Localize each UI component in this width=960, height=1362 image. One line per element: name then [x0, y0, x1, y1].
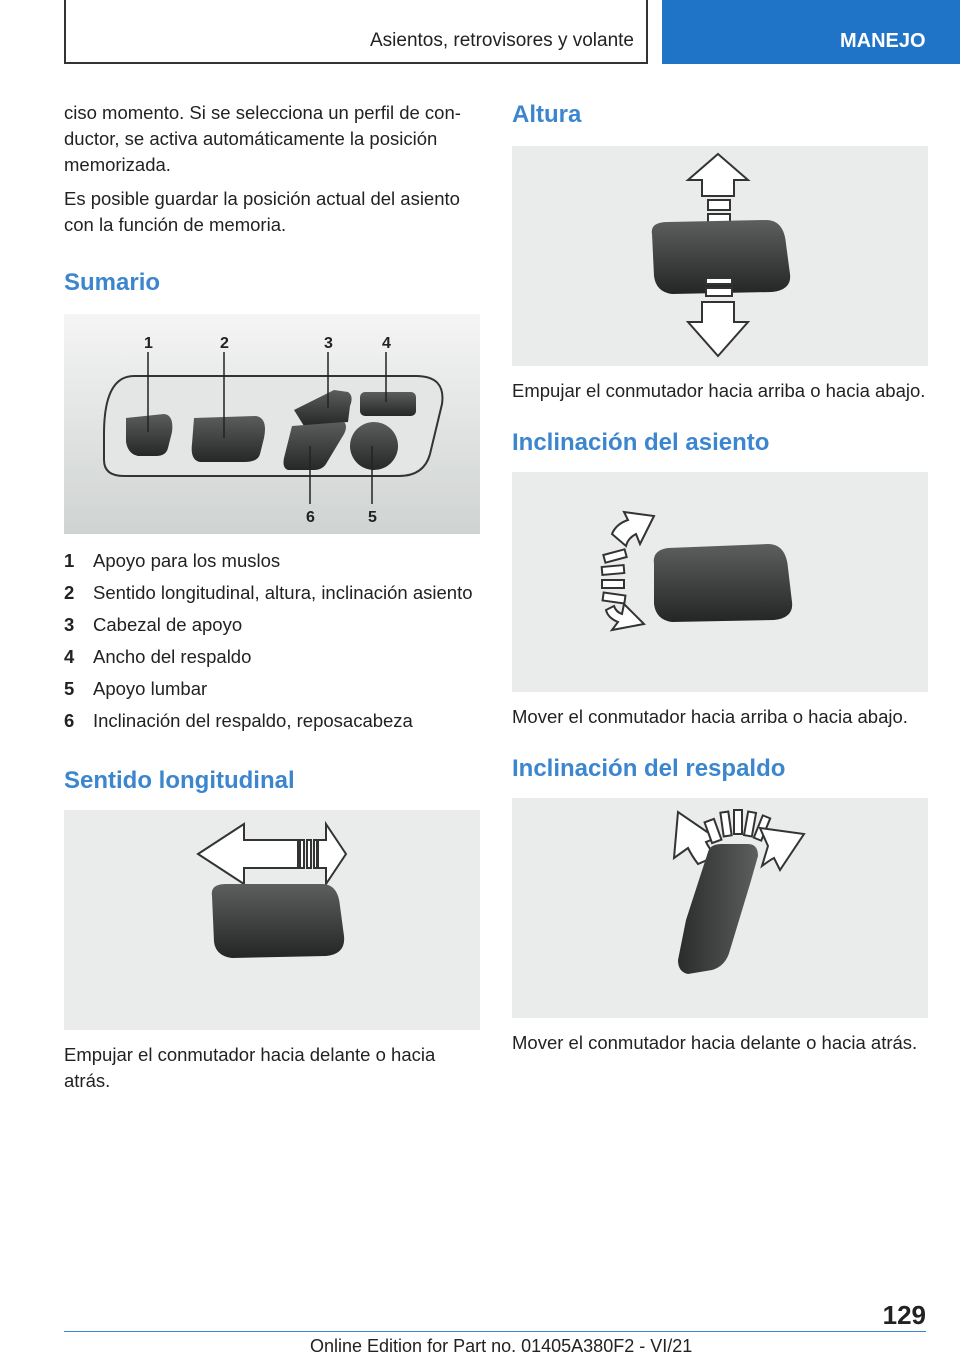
chapter-tab-label: MANEJO — [840, 30, 926, 52]
legend-text: Inclinación del respaldo, reposacabeza — [93, 710, 413, 731]
longitudinal-switch-illustration — [64, 810, 480, 1030]
legend-item — [64, 644, 480, 670]
legend-text: Apoyo para los muslos — [93, 550, 281, 571]
callout-3: 3 — [324, 335, 333, 352]
header-bar — [64, 0, 648, 64]
legend-number: 1 — [64, 550, 75, 571]
legend-number: 5 — [64, 678, 75, 699]
caption-inclinacion-respaldo: Mover el conmutador hacia delante o hacia atrás. — [512, 1032, 918, 1053]
intro-paragraph-2: Es posible guardar la posición actual del asiento con la función de memoria. — [64, 188, 460, 235]
legend-item — [64, 612, 480, 638]
sumario-legend — [64, 548, 480, 734]
legend-text: Sentido longitudinal, altura, inclinación asiento — [93, 582, 473, 603]
legend-number: 3 — [64, 614, 75, 635]
figure-inclinacion-respaldo — [512, 798, 928, 1018]
footer-divider-right — [862, 1331, 926, 1332]
section-title: Asientos, retrovisores y volante — [369, 30, 634, 51]
height-switch-illustration — [512, 146, 928, 366]
legend-number: 2 — [64, 582, 75, 603]
figure-inclinacion-asiento — [512, 472, 928, 692]
legend-item — [64, 580, 480, 606]
heading-sentido-longitudinal: Sentido longitudinal — [64, 767, 295, 794]
heading-sumario: Sumario — [64, 269, 161, 296]
intro-paragraph-1: ciso momento. Si se selecciona un perfil de con-ductor, se activa automáticamente la posición memorizada. — [64, 102, 461, 175]
heading-altura: Altura — [512, 101, 582, 128]
callout-2: 2 — [220, 335, 229, 352]
figure-seat-controls-overview — [64, 314, 480, 534]
callout-4: 4 — [382, 335, 391, 352]
callout-5: 5 — [368, 509, 377, 526]
caption-altura: Empujar el conmutador hacia arriba o hacia abajo. — [512, 380, 926, 401]
footer-divider — [64, 1331, 862, 1332]
seat-tilt-switch-illustration — [512, 472, 928, 692]
legend-text: Apoyo lumbar — [93, 678, 208, 699]
caption-longitudinal: Empujar el conmutador hacia delante o hacia atrás. — [64, 1044, 436, 1091]
chapter-tab[interactable] — [662, 0, 960, 64]
figure-altura — [512, 146, 928, 366]
legend-text: Ancho del respaldo — [93, 646, 252, 667]
left-column — [64, 100, 480, 1102]
heading-inclinacion-asiento: Inclinación del asiento — [512, 429, 770, 456]
backrest-tilt-switch-illustration — [512, 798, 928, 1018]
legend-number: 4 — [64, 646, 75, 667]
callout-1: 1 — [144, 335, 153, 352]
legend-item — [64, 708, 480, 734]
heading-inclinacion-respaldo: Inclinación del respaldo — [512, 755, 786, 782]
legend-item — [64, 548, 480, 574]
footer-edition: Online Edition for Part no. 01405A380F2 - VI/21 — [310, 1336, 693, 1356]
legend-text: Cabezal de apoyo — [93, 614, 243, 635]
page-number: 129 — [882, 1300, 926, 1330]
legend-item — [64, 676, 480, 702]
callout-6: 6 — [306, 509, 315, 526]
figure-longitudinal — [64, 810, 480, 1030]
caption-inclinacion-asiento: Mover el conmutador hacia arriba o hacia abajo. — [512, 706, 908, 727]
right-column — [512, 100, 928, 1064]
legend-number: 6 — [64, 710, 75, 731]
seat-controls-illustration — [64, 314, 480, 534]
